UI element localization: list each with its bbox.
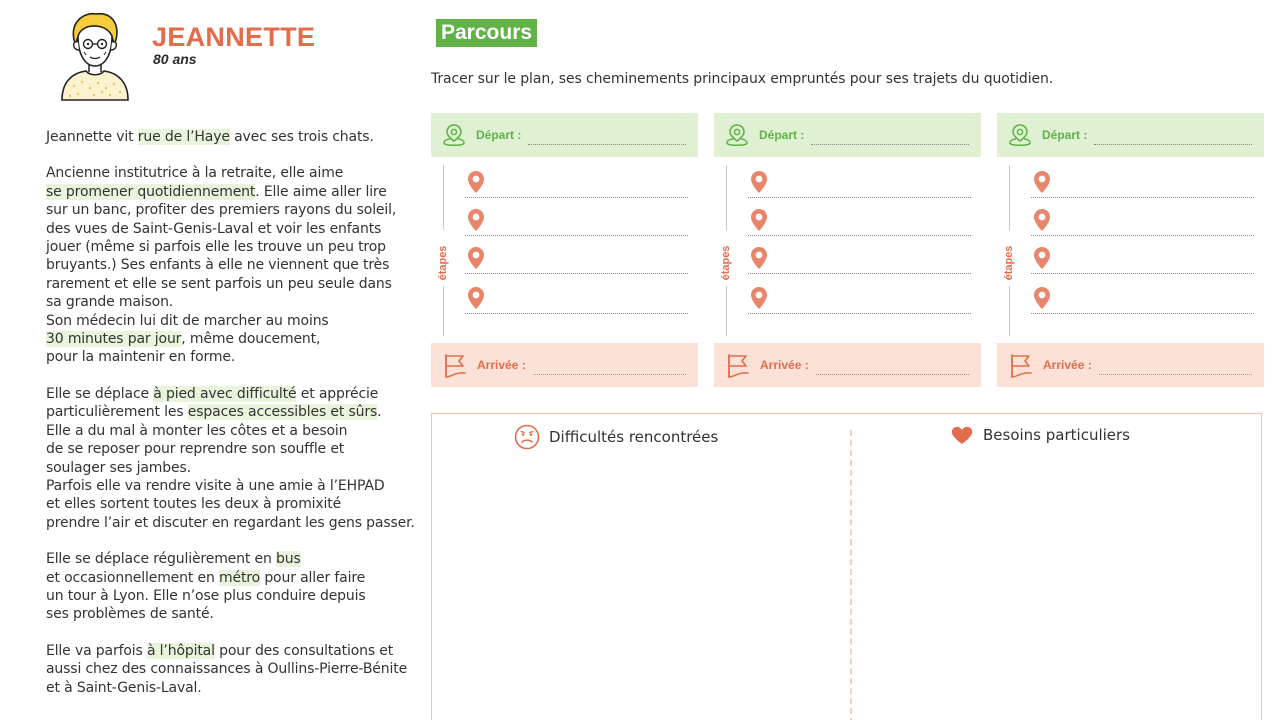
persona-avatar [56,10,132,102]
location-pin-icon [750,170,768,194]
step-row [465,281,688,319]
steps-label [718,245,734,281]
steps-line [1009,286,1010,336]
story-line [46,164,426,182]
step-pin [467,286,485,314]
arrival-field[interactable] [816,374,969,375]
arrival-label: Arrivée : [477,358,526,372]
location-pin-icon [1033,208,1051,232]
location-pin-icon [467,246,485,270]
arrival-field[interactable] [1099,374,1252,375]
story-line [46,256,426,274]
highlighted-phrase: rue de l’Haye [137,129,230,145]
story-text: Elle a du mal à monter les côtes et a besoin [46,422,348,439]
step-pin [1033,286,1051,314]
step-field[interactable] [465,313,688,314]
step-pin [1033,208,1051,236]
story-line [46,293,426,311]
step-field[interactable] [1031,235,1254,236]
story-line [46,679,426,697]
departure-field[interactable] [528,144,686,145]
step-field[interactable] [748,313,971,314]
location-pin-icon [467,286,485,310]
step-field[interactable] [465,235,688,236]
route-card [431,113,698,387]
highlighted-phrase: métro [219,569,261,586]
step-pin [1033,246,1051,274]
step-row [1031,203,1254,241]
step-row [1031,281,1254,319]
story-text: pour la maintenir en forme. [46,349,236,366]
step-field[interactable] [748,197,971,198]
finish-flag-icon [1007,352,1035,380]
step-pin [750,246,768,274]
persona-story [46,128,426,697]
steps-line [443,165,444,230]
story-line [46,587,426,605]
departure-row [714,113,981,157]
arrival-row [714,343,981,387]
story-line [46,330,426,348]
departure-label: Départ : [1042,128,1088,142]
story-line [46,550,426,568]
story-text: Elle va parfois [46,642,147,659]
paragraph-gap [46,532,426,550]
step-field[interactable] [465,273,688,274]
departure-pin [724,123,750,153]
story-text: un tour à Lyon. Elle n’ose plus conduire depuis [46,587,366,604]
step-field[interactable] [748,235,971,236]
story-text: Ancienne institutrice à la retraite, elle aime [46,165,344,182]
step-row [748,165,971,203]
step-pin [467,208,485,236]
route-card [997,113,1264,387]
steps-line [726,165,727,230]
story-text: rarement et elle se sent parfois un peu seule dans [46,275,392,292]
story-line [46,128,426,146]
story-text: de se reposer pour reprendre son souffle et [46,441,345,458]
highlighted-phrase: 30 minutes par jour [46,331,182,348]
departure-pin [1007,123,1033,153]
step-row [465,203,688,241]
story-text: et occasionnellement en [46,569,219,586]
story-text: ses problèmes de santé. [46,606,214,623]
difficulties-label: Difficultés rencontrées [549,428,719,446]
arrival-flag [724,352,752,384]
story-text: Jeannette vit [46,129,138,145]
story-text: particulièrement les [46,404,188,421]
step-row [465,165,688,203]
location-pin-icon [1007,123,1033,149]
arrival-label: Arrivée : [1043,358,1092,372]
step-field[interactable] [748,273,971,274]
step-field[interactable] [465,197,688,198]
story-text: et à Saint-Genis-Laval. [46,679,202,696]
step-field[interactable] [1031,197,1254,198]
location-pin-icon [724,123,750,149]
story-text: avec ses trois chats. [229,129,374,145]
step-pin [467,170,485,198]
persona-age: 80 ans [153,51,197,67]
heart-icon [950,424,974,446]
arrival-flag [1007,352,1035,384]
departure-pin [441,123,467,153]
location-pin-icon [467,208,485,232]
story-line [46,459,426,477]
location-pin-icon [750,246,768,270]
departure-label: Départ : [759,128,805,142]
story-line [46,201,426,219]
story-line [46,238,426,256]
needs-header [950,424,1130,446]
step-pin [750,170,768,198]
story-line [46,660,426,678]
story-line [46,605,426,623]
highlighted-phrase: espaces accessibles et sûrs [187,404,378,421]
story-text: pour aller faire [260,569,366,586]
story-text: pour des consultations et [214,642,394,659]
story-text: sur un banc, profiter des premiers rayons du soleil, [46,202,397,219]
highlighted-phrase: bus [276,551,301,568]
step-pin [750,208,768,236]
story-text: , même doucement, [181,331,321,348]
arrival-field[interactable] [533,374,686,375]
step-field[interactable] [1031,313,1254,314]
story-text: . [377,404,382,421]
story-text: et elles sortent toutes les deux à promixité [46,496,342,513]
sad-face-icon [514,424,540,450]
step-pin [1033,170,1051,198]
story-line [46,422,426,440]
column-divider [850,430,852,720]
needs-label: Besoins particuliers [983,426,1130,444]
story-text: bruyants.) Ses enfants à elle ne viennent que très [46,257,390,274]
arrival-label: Arrivée : [760,358,809,372]
story-text: Elle se déplace [46,385,154,402]
location-pin-icon [1033,286,1051,310]
steps-label [435,245,451,281]
story-text: Parfois elle va rendre visite à une amie à l’EHPAD [46,477,385,494]
location-pin-icon [1033,246,1051,270]
finish-flag-icon [724,352,752,380]
location-pin-icon [750,208,768,232]
step-field[interactable] [1031,273,1254,274]
story-line [46,642,426,660]
steps-line [443,286,444,336]
story-line [46,348,426,366]
story-text: Son médecin lui dit de marcher au moins [46,312,329,329]
story-text: et apprécie [296,385,379,402]
step-row [748,281,971,319]
step-pin [467,246,485,274]
paragraph-gap [46,146,426,164]
arrival-row [997,343,1264,387]
highlighted-phrase: se promener quotidiennement [46,183,256,200]
story-text: prendre l’air et discuter en regardant les gens passer. [46,514,415,531]
arrival-row [431,343,698,387]
highlighted-phrase: à l’hôpital [146,642,215,659]
paragraph-gap [46,367,426,385]
persona-name: JEANNETTE [152,22,316,52]
step-row [465,241,688,279]
story-text: soulager ses jambes. [46,459,191,476]
notes-box [431,413,1262,720]
step-pin [750,286,768,314]
departure-row [431,113,698,157]
story-text: aussi chez des connaissances à Oullins-Pierre-Bénite [46,661,408,678]
departure-field[interactable] [811,144,969,145]
steps-line [726,286,727,336]
instruction-text: Tracer sur le plan, ses cheminements principaux empruntés pour ses trajets du quotidien. [431,71,1054,87]
location-pin-icon [750,286,768,310]
steps-label-text: étapes [437,245,449,281]
story-text: . Elle aime aller lire [255,183,387,200]
departure-row [997,113,1264,157]
route-card [714,113,981,387]
steps-label [1001,245,1017,281]
step-row [748,241,971,279]
finish-flag-icon [441,352,469,380]
steps-label-text: étapes [720,245,732,281]
departure-field[interactable] [1094,144,1252,145]
story-text: des vues de Saint-Genis-Laval et voir les enfants [46,220,382,237]
story-line [46,403,426,421]
story-line [46,569,426,587]
steps-label-text: étapes [1003,245,1015,281]
step-row [748,203,971,241]
difficulties-header [514,424,718,450]
location-pin-icon [467,170,485,194]
highlighted-phrase: à pied avec difficulté [153,385,297,402]
story-line [46,312,426,330]
story-line [46,440,426,458]
story-line [46,477,426,495]
story-text: Elle se déplace régulièrement en [46,551,276,568]
departure-label: Départ : [476,128,522,142]
story-text: jouer (même si parfois elle les trouve un peu trop [46,239,386,256]
arrival-flag [441,352,469,384]
story-line [46,220,426,238]
story-text: sa grande maison. [46,294,174,311]
step-row [1031,165,1254,203]
section-title: Parcours [436,19,537,47]
location-pin-icon [441,123,467,149]
steps-line [1009,165,1010,230]
step-row [1031,241,1254,279]
paragraph-gap [46,624,426,642]
story-line [46,275,426,293]
location-pin-icon [1033,170,1051,194]
story-line [46,183,426,201]
story-line [46,514,426,532]
story-line [46,495,426,513]
story-line [46,385,426,403]
